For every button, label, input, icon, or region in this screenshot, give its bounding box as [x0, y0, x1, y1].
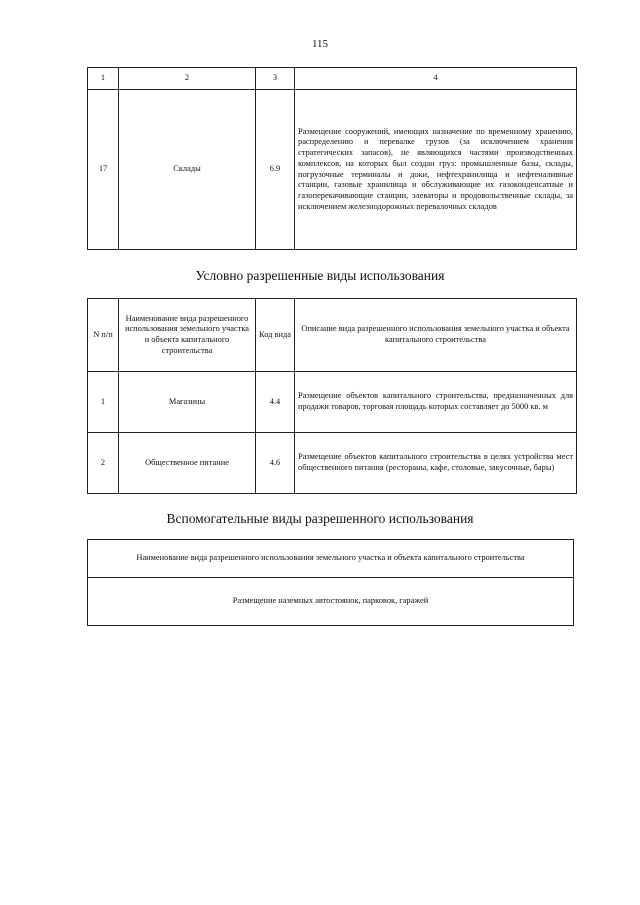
section-title-conditional-uses: Условно разрешенные виды использования	[195, 268, 445, 283]
table-row	[88, 372, 577, 433]
table-header-row	[88, 540, 574, 578]
table-header-row	[88, 299, 577, 372]
use-description: Размещение объектов капитального строительства в целях устройства мест общественного питания (рестораны, кафе, столовые, закусочные, бары)	[295, 433, 577, 494]
column-header-3: 3	[256, 68, 295, 90]
use-name: Размещение наземных автостоянок, парковок, гаражей	[88, 578, 574, 626]
header-use-name: Наименование вида разрешенного использования земельного участка и объекта капитального строительства	[88, 540, 574, 578]
table-header-row	[88, 68, 577, 90]
use-name: Магазины	[119, 372, 256, 433]
use-name: Склады	[119, 90, 256, 250]
use-description: Размещение сооружений, имеющих назначение по временному хранению, распределению и перевалке грузов (за исключением хранения стратегических запасов), не являющихся частями производственных комплексов, на которых был создан груз: промышленные базы, склады, погрузочные терминалы и доки, нефтехранилища и нефтеналивные станции, газовые хранилища и обслуживающие их газоконденсатные и газоперекачивающие станции, элеваторы и продовольственные склады, за исключением железнодорожных перевалочных складов	[295, 90, 577, 250]
row-number: 1	[88, 372, 119, 433]
use-code: 4.6	[256, 433, 295, 494]
column-header-4: 4	[295, 68, 577, 90]
table-row	[88, 90, 577, 250]
header-code: Код вида	[256, 299, 295, 372]
row-number: 2	[88, 433, 119, 494]
column-header-2: 2	[119, 68, 256, 90]
conditional-uses-table	[87, 298, 577, 494]
use-code: 6.9	[256, 90, 295, 250]
table-row	[88, 433, 577, 494]
table-row	[88, 578, 574, 626]
use-code: 4.4	[256, 372, 295, 433]
header-number: N п/п	[88, 299, 119, 372]
main-use-table-continued	[87, 67, 577, 250]
header-description: Описание вида разрешенного использования земельного участка и объекта капитального строительства	[295, 299, 577, 372]
section-title-auxiliary-uses: Вспомогательные виды разрешенного использования	[166, 511, 474, 526]
auxiliary-uses-table	[87, 539, 574, 626]
row-number: 17	[88, 90, 119, 250]
column-header-1: 1	[88, 68, 119, 90]
page-number: 115	[311, 38, 329, 50]
use-description: Размещение объектов капитального строительства, предназначенных для продажи товаров, торговая площадь которых составляет до 5000 кв. м	[295, 372, 577, 433]
header-use-name: Наименование вида разрешенного использования земельного участка и объекта капитального строительства	[119, 299, 256, 372]
use-name: Общественное питание	[119, 433, 256, 494]
